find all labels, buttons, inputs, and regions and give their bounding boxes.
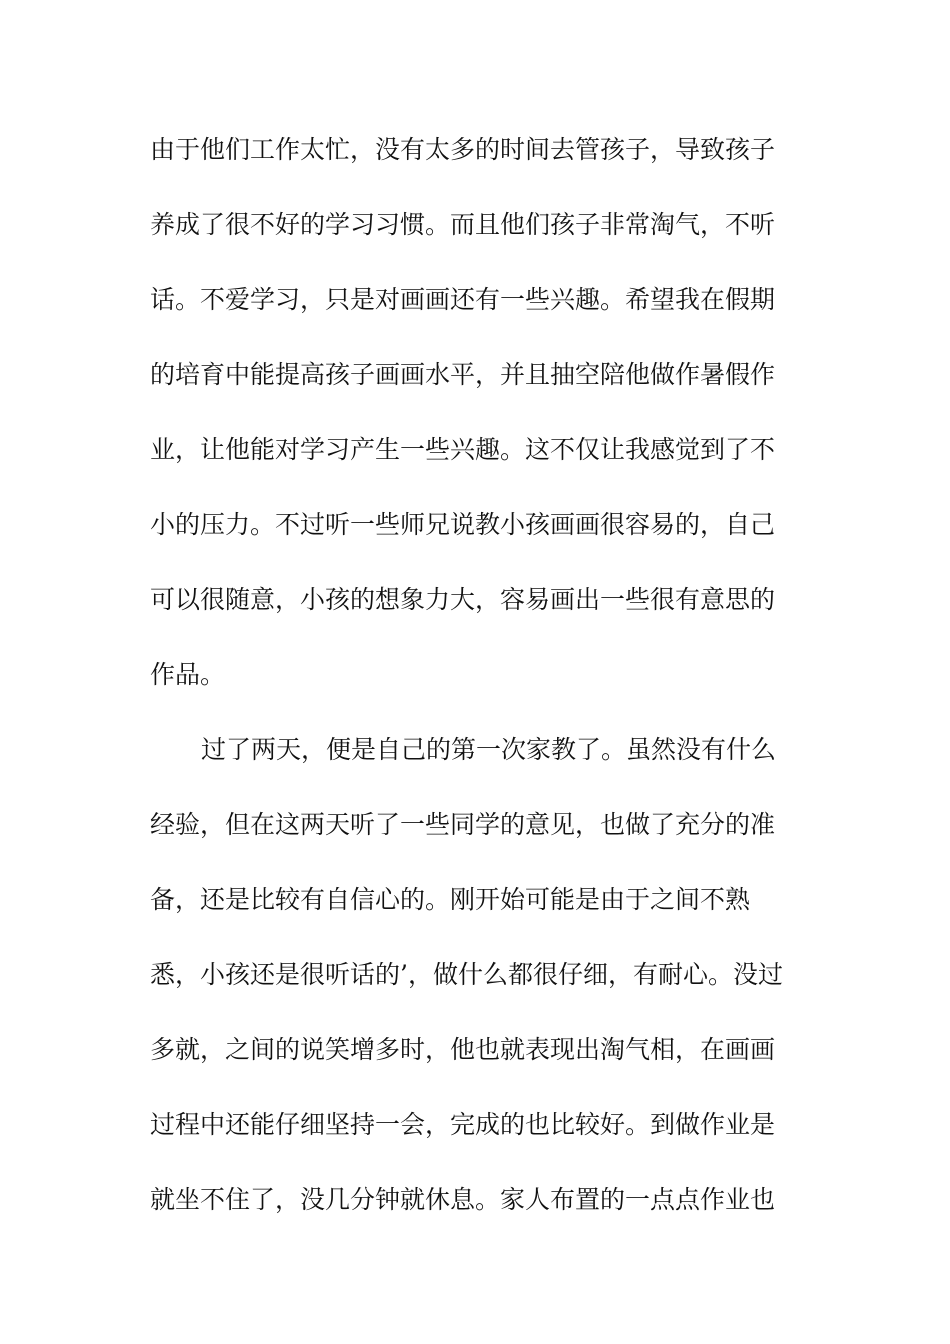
paragraph-2-line-6: 过程中还能仔细坚持一会，完成的也比较好。到做作业是 [150,1110,776,1139]
paragraph-1-line-2: 养成了很不好的学习习惯。而且他们孩子非常淘气，不听 [150,210,776,239]
paragraph-1-line-8: 作品。 [150,660,226,689]
paragraph-1-line-4: 的培育中能提高孩子画画水平，并且抽空陪他做作暑假作 [150,360,776,389]
paragraph-1-line-1: 由于他们工作太忙，没有太多的时间去管孩子，导致孩子 [150,135,776,164]
paragraph-2-line-7: 就坐不住了，没几分钟就休息。家人布置的一点点作业也 [150,1185,776,1214]
paragraph-2-line-1: 过了两天，便是自己的第一次家教了。虽然没有什么 [201,735,777,764]
paragraph-1-line-7: 可以很随意，小孩的想象力大，容易画出一些很有意思的 [150,585,776,614]
paragraph-1-line-6: 小的压力。不过听一些师兄说教小孩画画很容易的，自己 [150,510,776,539]
paragraph-2-line-3: 备，还是比较有自信心的。刚开始可能是由于之间不熟 [150,885,751,914]
paragraph-2-line-4: 悉，小孩还是很听话的’，做什么都很仔细，有耐心。没过 [150,960,783,989]
paragraph-1-line-5: 业，让他能对学习产生一些兴趣。这不仅让我感觉到了不 [150,435,776,464]
paragraph-2-line-5: 多就，之间的说笑增多时，他也就表现出淘气相，在画画 [150,1035,776,1064]
paragraph-1-line-3: 话。不爱学习，只是对画画还有一些兴趣。希望我在假期 [150,285,776,314]
paragraph-2-line-2: 经验，但在这两天听了一些同学的意见，也做了充分的准 [150,810,776,839]
